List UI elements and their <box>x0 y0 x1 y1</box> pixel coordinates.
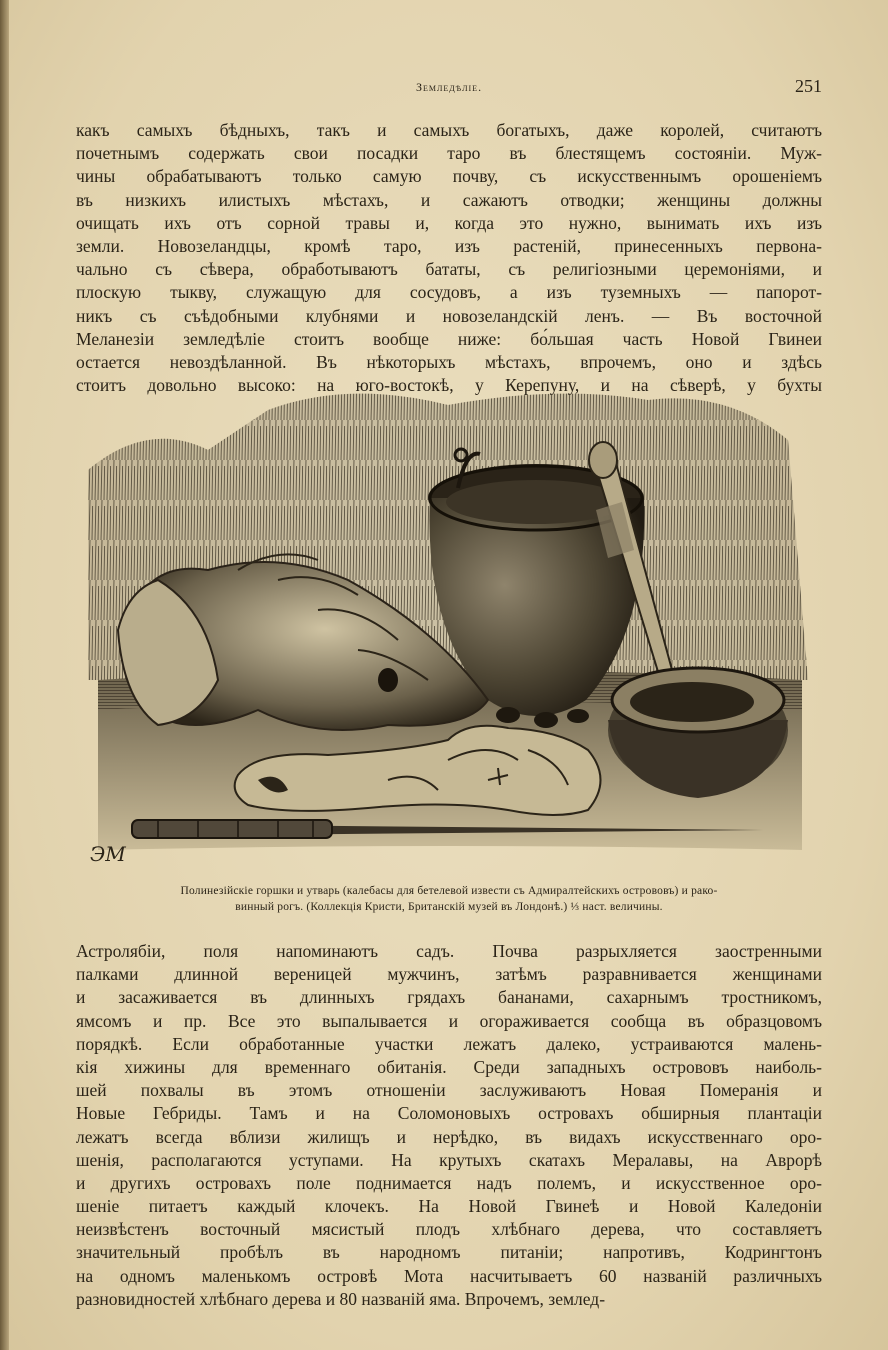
text-line: лежатъ всегда вблизи жилищъ и нерѣдко, въ видахъ искусственнаго оро- <box>76 1126 822 1147</box>
text-line: на одномъ маленькомъ островѣ Мота насчитываетъ 60 названій различныхъ <box>76 1265 822 1286</box>
text-line: шей похвалы въ этомъ отношеніи заслуживаютъ Новая Померанія и <box>76 1080 822 1101</box>
caption-line: Полинезійскіе горшки и утварь (калебасы для бетелевой извести съ Адмиралтейскихъ острововъ) и рако- <box>180 885 718 897</box>
text-line: земли. Новозеландцы, кромѣ таро, изъ растеній, принесенныхъ первона- <box>76 235 822 256</box>
text-line: шеніе питаетъ каждый клочекъ. На Новой Гвинеѣ и Новой Каледоніи <box>76 1196 822 1217</box>
text-line: значительный пробѣлъ въ народномъ питаніи; напротивъ, Кодрингтонъ <box>76 1242 822 1263</box>
caption-line: винный рогъ. (Коллекція Кристи, Британскій музей въ Лондонѣ.) ⅓ наст. величины. <box>235 901 663 913</box>
text-line: Новые Гебриды. Тамъ и на Соломоновыхъ островахъ обширныя плантаціи <box>76 1103 822 1124</box>
text-line: стоитъ довольно высоко: на юго-востокѣ, у Керепуну, и на сѣверѣ, у бухты <box>76 375 822 396</box>
text-line: очищать ихъ отъ сорной травы и, когда это нужно, вынимать ихъ изъ <box>76 212 822 233</box>
page-header <box>76 74 822 102</box>
text-line: неизвѣстенъ восточный мясистый плодъ хлѣбнаго дерева, что составляетъ <box>76 1219 822 1240</box>
text-line: чально съ сѣвера, обработываютъ бататы, съ религіозными церемоніями, и <box>76 259 822 280</box>
engraving-svg <box>88 380 812 878</box>
page-number: 251 <box>795 76 822 96</box>
page-binding-edge <box>0 0 9 1350</box>
text-line: разновидностей хлѣбнаго дерева и 80 названій яма. Впрочемъ, землед- <box>76 1288 606 1309</box>
paragraph-bottom <box>76 940 822 1311</box>
text-line: ямсомъ и пр. Все это выпалывается и огораживается сообща въ образцовомъ <box>76 1010 822 1031</box>
running-title: Земледѣліе. <box>415 80 483 94</box>
text-line: шенія, располагаются уступами. На крутыхъ скатахъ Мералавы, на Аврорѣ <box>76 1149 822 1170</box>
text-line: и другихъ островахъ поле поднимается надъ полемъ, и искусственное оро- <box>76 1172 822 1193</box>
text-line: въ низкихъ илистыхъ мѣстахъ, и сажаютъ отводки; женщины должны <box>76 189 822 210</box>
paragraph-top <box>76 119 822 397</box>
text-line: кія хижины для временнаго обитанія. Среди западныхъ острововъ наиболь- <box>76 1056 822 1077</box>
text-line: какъ самыхъ бѣдныхъ, такъ и самыхъ богатыхъ, даже королей, считаютъ <box>76 120 822 140</box>
text-line: почетнымъ содержать свои посадки таро въ блестящемъ состояніи. Муж- <box>76 143 822 164</box>
text-line: и засаживается въ длинныхъ грядахъ бананами, сахарнымъ тростникомъ, <box>76 987 822 1008</box>
text-line: Астролябіи, поля напоминаютъ садъ. Почва разрыхляется заостренными <box>76 941 822 961</box>
engraving-illustration <box>88 380 812 878</box>
text-line: порядкѣ. Если обработанные участки лежатъ далеко, устраиваются малень- <box>76 1033 822 1054</box>
text-line: никъ съ съѣдобными клубнями и новозеландскій ленъ. — Въ восточной <box>76 305 822 326</box>
text-line: Меланезіи земледѣліе стоитъ вообще ниже: бо́льшая часть Новой Гвинеи <box>76 328 822 349</box>
text-line: чины обрабатываютъ только самую почву, съ искусственнымъ орошеніемъ <box>76 166 822 187</box>
text-line: плоскую тыкву, служащую для сосудовъ, а изъ туземныхъ — папорот- <box>76 282 822 303</box>
text-line: палками длинной вереницей мужчинъ, затѣмъ разравнивается женщинами <box>76 964 822 985</box>
engraver-monogram: ЭМ <box>90 842 126 866</box>
figure-caption <box>76 883 822 915</box>
text-line: остается невоздѣланной. Въ нѣкоторыхъ мѣстахъ, впрочемъ, оно и здѣсь <box>76 351 822 372</box>
